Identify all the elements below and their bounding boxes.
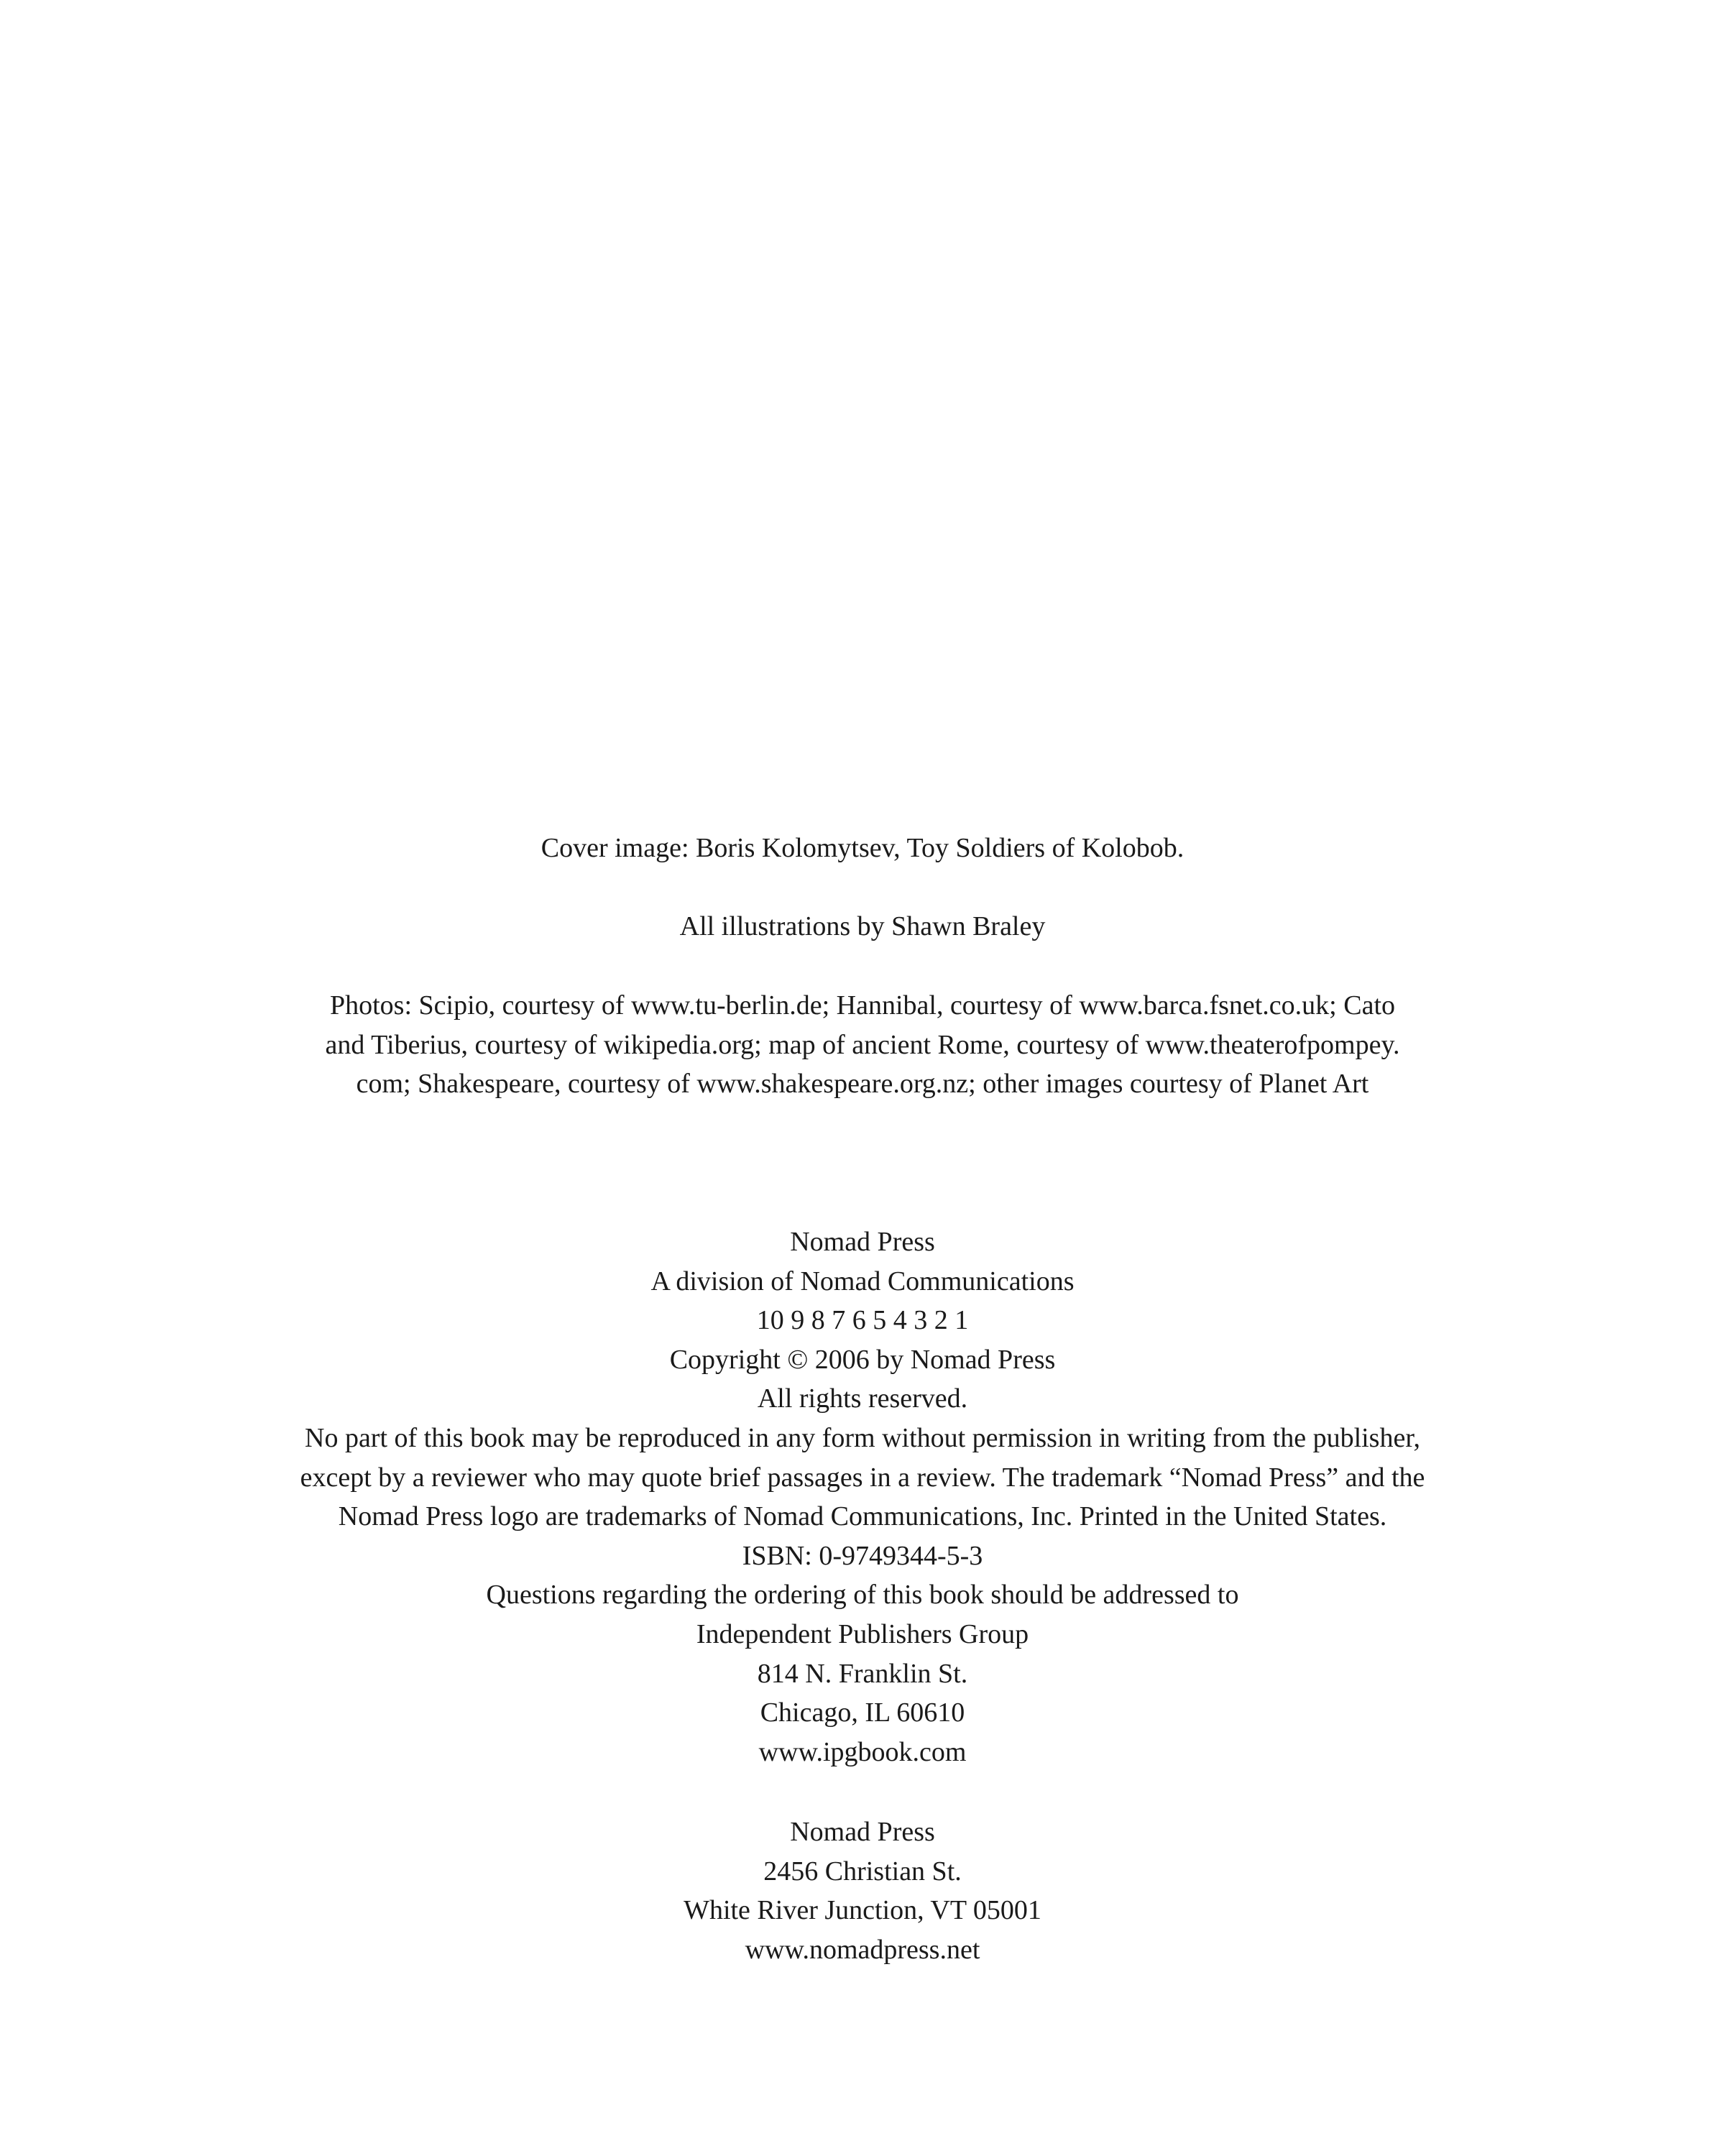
legal-notice-line: Nomad Press logo are trademarks of Nomad Communications, Inc. Printed in the United States. <box>338 1501 1387 1532</box>
legal-notice-line: except by a reviewer who may quote brief passages in a review. The trademark “Nomad Press” and the <box>300 1462 1425 1493</box>
illustrations-credit-text: All illustrations by Shawn Braley <box>679 911 1046 941</box>
publisher-info <box>216 1222 1509 1772</box>
address-website: www.nomadpress.net <box>745 1934 980 1965</box>
copyright-notice: Copyright © 2006 by Nomad Press <box>669 1344 1056 1375</box>
legal-notice-line: No part of this book may be reproduced in any form without permission in writing from the publisher, <box>305 1422 1420 1453</box>
cover-credit <box>216 829 1509 868</box>
distributor-city: Chicago, IL 60610 <box>760 1697 965 1728</box>
photo-credits-line: com; Shakespeare, courtesy of www.shakespeare.org.nz; other images courtesy of Planet Art <box>356 1069 1369 1100</box>
distributor-street: 814 N. Franklin St. <box>757 1658 968 1689</box>
photo-credits-line: Photos: Scipio, courtesy of www.tu-berlin.de; Hannibal, courtesy of www.barca.fsnet.co.uk; Cato <box>329 990 1396 1021</box>
printing-line: 10 9 8 7 6 5 4 3 2 1 <box>756 1305 969 1336</box>
distributor-name: Independent Publishers Group <box>696 1618 1029 1649</box>
photo-credits <box>216 986 1509 1104</box>
address-street: 2456 Christian St. <box>763 1856 962 1886</box>
distributor-website: www.ipgbook.com <box>758 1736 967 1767</box>
publisher-name: Nomad Press <box>790 1227 935 1257</box>
rights-reserved: All rights reserved. <box>757 1383 968 1414</box>
address-name: Nomad Press <box>790 1817 935 1847</box>
address-city: White River Junction, VT 05001 <box>684 1895 1041 1926</box>
illustrations-credit <box>216 907 1509 946</box>
photo-credits-line: and Tiberius, courtesy of wikipedia.org; map of ancient Rome, courtesy of www.theaterofpompey. <box>325 1029 1400 1060</box>
publisher-division: A division of Nomad Communications <box>650 1266 1075 1296</box>
isbn: ISBN: 0-9749344-5-3 <box>742 1540 983 1571</box>
cover-credit-text: Cover image: Boris Kolomytsev, Toy Soldiers of Kolobob. <box>540 833 1184 863</box>
ordering-note: Questions regarding the ordering of this book should be addressed to <box>486 1580 1239 1611</box>
publisher-address <box>216 1812 1509 1969</box>
